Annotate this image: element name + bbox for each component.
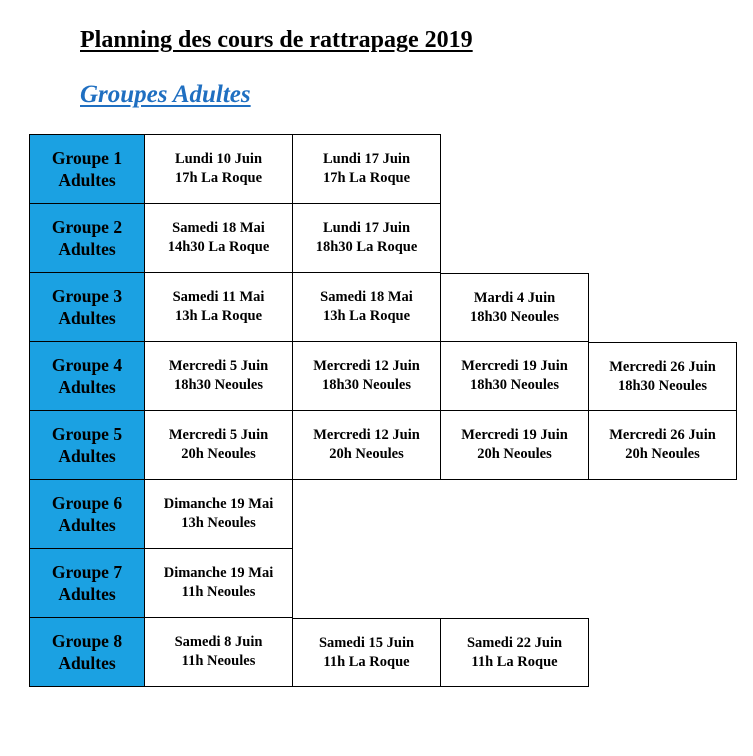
session-cell — [293, 342, 441, 411]
group-label-cell — [29, 204, 145, 273]
group-label-cell — [29, 480, 145, 549]
session-time-place: 18h30 Neoules — [321, 377, 412, 393]
session-cell — [145, 618, 293, 687]
session-time-place: 20h Neoules — [477, 446, 552, 462]
group-row — [29, 342, 737, 411]
session-date: Dimanche 19 Mai — [163, 565, 274, 581]
session-date: Dimanche 19 Mai — [163, 496, 274, 512]
session-cell — [293, 411, 441, 480]
session-date: Mercredi 19 Juin — [461, 358, 568, 374]
session-cell — [589, 342, 737, 411]
session-date: Mercredi 26 Juin — [609, 427, 716, 443]
session-time-place: 18h30 Neoules — [469, 308, 560, 325]
session-time-place: 11h La Roque — [471, 653, 558, 670]
session-time-place: 11h Neoules — [181, 653, 256, 669]
group-label-line: Groupe 5 — [51, 424, 123, 444]
session-date: Mercredi 5 Juin — [168, 427, 269, 443]
session-date: Samedi 22 Juin — [466, 634, 563, 651]
session-cell — [145, 480, 293, 549]
session-cell — [145, 549, 293, 618]
group-label-line: Groupe 8 — [51, 631, 123, 651]
group-row — [29, 480, 737, 549]
group-row — [29, 549, 737, 618]
group-label-line: Adultes — [58, 377, 116, 397]
session-cell — [293, 273, 441, 342]
session-time-place: 13h La Roque — [322, 308, 411, 324]
session-time-place: 11h La Roque — [323, 653, 410, 670]
session-cell — [145, 134, 293, 204]
session-date: Samedi 18 Mai — [320, 289, 413, 305]
group-label-line: Groupe 6 — [51, 493, 123, 513]
session-cell — [145, 411, 293, 480]
session-date: Mardi 4 Juin — [473, 289, 556, 306]
session-time-place: 14h30 La Roque — [167, 239, 270, 255]
session-time-place: 20h Neoules — [181, 446, 256, 462]
session-date: Lundi 17 Juin — [322, 151, 411, 167]
session-cell — [293, 618, 441, 687]
session-date: Mercredi 12 Juin — [313, 358, 420, 374]
session-time-place: 11h Neoules — [181, 584, 256, 600]
session-date: Samedi 15 Juin — [318, 634, 415, 651]
group-label-line: Adultes — [58, 653, 116, 673]
session-date: Samedi 18 Mai — [172, 220, 265, 236]
session-date: Samedi 11 Mai — [172, 289, 265, 305]
group-row — [29, 134, 737, 204]
group-label-cell — [29, 342, 145, 411]
group-label-line: Groupe 7 — [51, 562, 123, 582]
session-date: Mercredi 19 Juin — [461, 427, 568, 443]
session-cell — [145, 204, 293, 273]
session-cell — [441, 342, 589, 411]
group-label-line: Groupe 2 — [51, 217, 123, 237]
session-cell — [589, 411, 737, 480]
schedule-table — [29, 134, 737, 687]
session-cell — [293, 134, 441, 204]
session-cell — [145, 342, 293, 411]
session-cell — [293, 204, 441, 273]
group-label-line: Adultes — [58, 446, 116, 466]
session-time-place: 18h30 Neoules — [469, 377, 560, 393]
session-time-place: 13h La Roque — [174, 308, 263, 324]
group-label-line: Adultes — [58, 239, 116, 259]
session-date: Lundi 17 Juin — [322, 220, 411, 236]
session-cell — [441, 411, 589, 480]
session-cell — [145, 273, 293, 342]
group-row — [29, 273, 737, 342]
session-time-place: 18h30 Neoules — [617, 377, 708, 394]
group-label-line: Adultes — [58, 515, 116, 535]
session-time-place: 20h Neoules — [329, 446, 404, 462]
session-time-place: 18h30 La Roque — [315, 239, 418, 255]
session-time-place: 17h La Roque — [174, 170, 263, 186]
session-time-place: 17h La Roque — [322, 170, 411, 186]
group-label-line: Groupe 3 — [51, 286, 123, 306]
group-label-cell — [29, 618, 145, 687]
section-subtitle: Groupes Adultes — [80, 81, 251, 108]
group-label-line: Adultes — [58, 170, 116, 190]
session-cell — [441, 273, 589, 342]
session-cell — [441, 618, 589, 687]
group-row — [29, 411, 737, 480]
group-label-line: Groupe 4 — [51, 355, 123, 375]
group-label-cell — [29, 273, 145, 342]
page-title: Planning des cours de rattrapage 2019 — [80, 27, 473, 53]
session-date: Lundi 10 Juin — [174, 151, 263, 167]
group-label-cell — [29, 134, 145, 204]
session-time-place: 18h30 Neoules — [173, 377, 264, 393]
session-date: Samedi 8 Juin — [174, 634, 263, 650]
group-label-line: Groupe 1 — [51, 148, 123, 168]
session-time-place: 20h Neoules — [625, 446, 700, 462]
group-row — [29, 204, 737, 273]
session-date: Mercredi 26 Juin — [609, 358, 716, 375]
session-date: Mercredi 5 Juin — [168, 358, 269, 374]
session-time-place: 13h Neoules — [181, 515, 256, 531]
group-label-cell — [29, 411, 145, 480]
group-row — [29, 618, 737, 687]
group-label-line: Adultes — [58, 308, 116, 328]
group-label-line: Adultes — [58, 584, 116, 604]
session-date: Mercredi 12 Juin — [313, 427, 420, 443]
group-label-cell — [29, 549, 145, 618]
